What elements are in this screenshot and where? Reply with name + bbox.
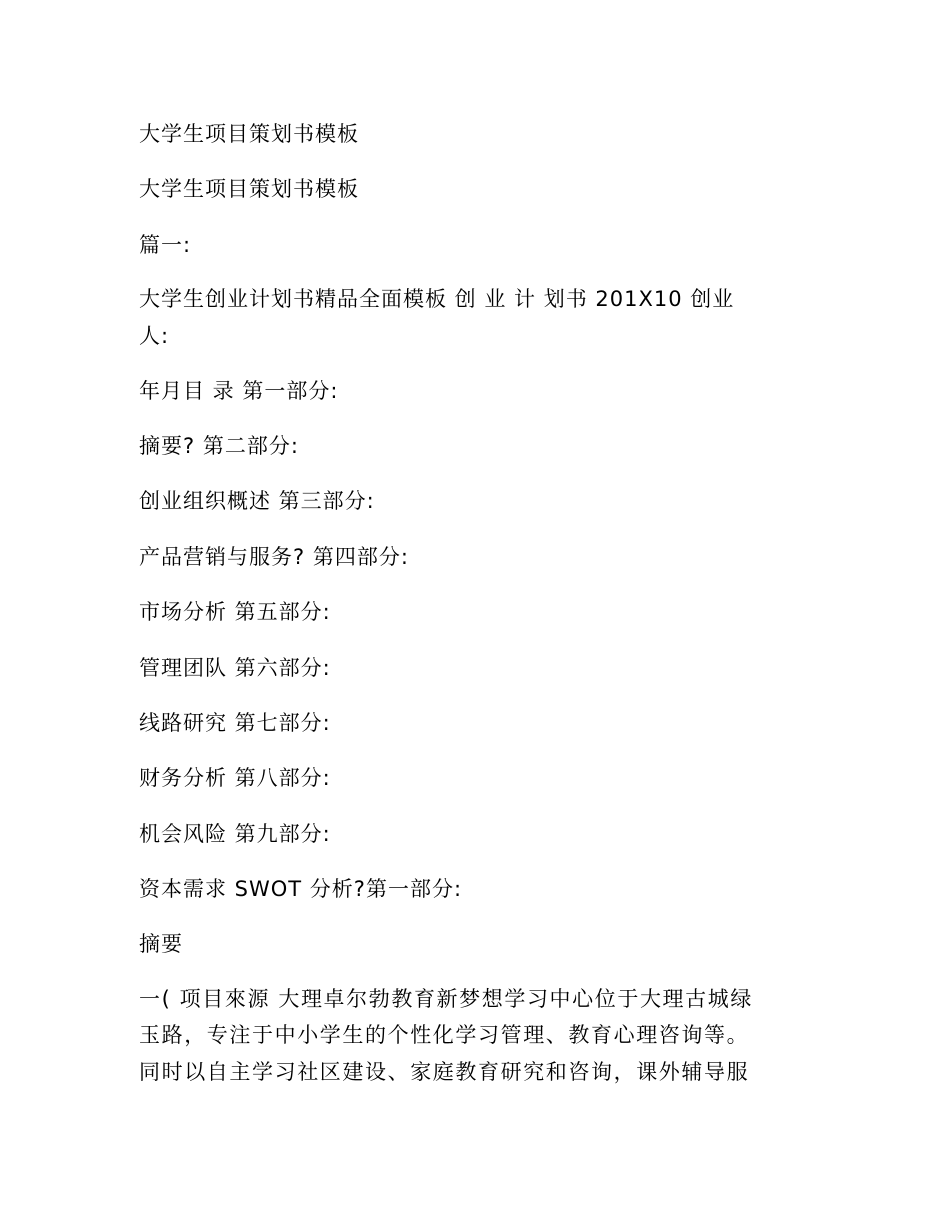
toc-line: 市场分析 第五部分:: [139, 600, 331, 625]
toc-line: 机会风险 第九部分:: [139, 821, 331, 846]
document-title: 大学生项目策划书模板: [139, 122, 359, 146]
toc-line: 摘要? 第二部分:: [139, 433, 299, 458]
intro-paragraph: [139, 281, 809, 354]
toc-line: 线路研究 第七部分:: [139, 710, 331, 735]
body-line: 玉路，专注于中小学生的个性化学习管理、教育心理咨询等。: [139, 1023, 750, 1048]
intro-line: 人:: [139, 323, 170, 348]
intro-line: 大学生创业计划书精品全面模板 创 业 计 划书 201X10 创业: [139, 287, 735, 312]
body-line: 一( 项目來源 大理卓尔勃教育新梦想学习中心位于大理古城绿: [139, 986, 753, 1011]
toc-line: 年月目 录 第一部分:: [139, 378, 339, 403]
body-line: 同时以自主学习社区建设、家庭教育研究和咨询，课外辅导服: [139, 1059, 750, 1084]
toc-line: 产品营销与服务? 第四部分:: [139, 544, 409, 569]
summary-heading: 摘要: [139, 932, 183, 957]
document-body: [139, 115, 809, 1108]
toc-line: 管理团队 第六部分:: [139, 655, 331, 680]
body-paragraph: [139, 981, 809, 1091]
toc-line: 创业组织概述 第三部分:: [139, 489, 375, 514]
toc-line: 资本需求 SWOT 分析?第一部分:: [139, 877, 463, 902]
toc-line: 财务分析 第八部分:: [139, 766, 331, 791]
document-subtitle: 大学生项目策划书模板: [139, 177, 359, 202]
section-label: 篇一:: [139, 232, 192, 257]
